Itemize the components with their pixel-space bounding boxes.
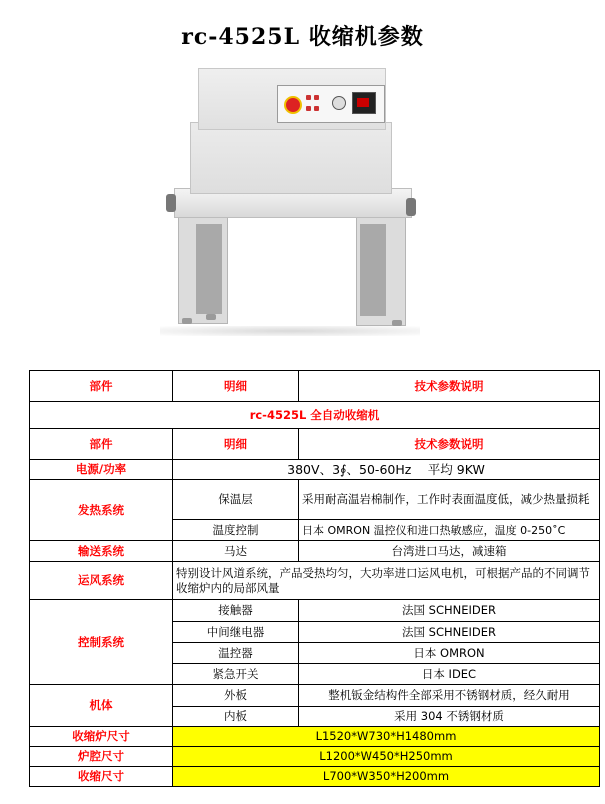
heating-detail-2: 温度控制 bbox=[173, 520, 299, 541]
air-row bbox=[30, 562, 600, 600]
heating-part: 发热系统 bbox=[30, 480, 173, 541]
control-row-1 bbox=[30, 600, 600, 622]
body-part: 机体 bbox=[30, 685, 173, 727]
dimension-part-1: 收缩炉尺寸 bbox=[30, 727, 173, 747]
body-detail-2: 内板 bbox=[173, 707, 299, 727]
header2-part: 部件 bbox=[30, 429, 173, 460]
power-spec: 380V、3∮、50-60Hz 平均 9KW bbox=[173, 460, 600, 480]
dimension-spec-1: L1520*W730*H1480mm bbox=[173, 727, 600, 747]
model-title: rc-4525L 全自动收缩机 bbox=[30, 402, 600, 429]
temperature-display bbox=[352, 92, 376, 114]
conveyor-row bbox=[30, 541, 600, 562]
heating-spec-1: 采用耐高温岩棉制作，工作时表面温度低，减少热量损耗 bbox=[299, 480, 600, 520]
conveyor-part: 输送系统 bbox=[30, 541, 173, 562]
conveyor-detail: 马达 bbox=[173, 541, 299, 562]
dimension-spec-3: L700*W350*H200mm bbox=[173, 767, 600, 787]
body-spec-1: 整机钣金结构件全部采用不锈钢材质，经久耐用 bbox=[299, 685, 600, 707]
dial-icon bbox=[332, 96, 346, 110]
control-detail-1: 接触器 bbox=[173, 600, 299, 622]
heating-detail-1: 保温层 bbox=[173, 480, 299, 520]
control-spec-3: 日本 OMRON bbox=[299, 643, 600, 664]
shrink-machine-image bbox=[160, 64, 420, 334]
body-row-1 bbox=[30, 685, 600, 707]
dimension-part-2: 炉腔尺寸 bbox=[30, 747, 173, 767]
table-header-row-2 bbox=[30, 429, 600, 460]
dimension-row-2 bbox=[30, 747, 600, 767]
dimension-row-3 bbox=[30, 767, 600, 787]
model-row bbox=[30, 402, 600, 429]
header-part: 部件 bbox=[30, 371, 173, 402]
header2-spec: 技术参数说明 bbox=[299, 429, 600, 460]
control-spec-1: 法国 SCHNEIDER bbox=[299, 600, 600, 622]
conveyor-spec: 台湾进口马达，减速箱 bbox=[299, 541, 600, 562]
power-row bbox=[30, 460, 600, 480]
emergency-stop-icon bbox=[284, 96, 302, 114]
control-spec-2: 法国 SCHNEIDER bbox=[299, 622, 600, 643]
spec-table bbox=[29, 370, 600, 787]
body-spec-2: 采用 304 不锈钢材质 bbox=[299, 707, 600, 727]
dimension-row-1 bbox=[30, 727, 600, 747]
control-detail-2: 中间继电器 bbox=[173, 622, 299, 643]
header-spec: 技术参数说明 bbox=[299, 371, 600, 402]
dimension-spec-2: L1200*W450*H250mm bbox=[173, 747, 600, 767]
control-spec-4: 日本 IDEC bbox=[299, 664, 600, 685]
table-header-row bbox=[30, 371, 600, 402]
heating-spec-2: 日本 OMRON 温控仪和进口热敏感应，温度 0-250˚C bbox=[299, 520, 600, 541]
air-part: 运风系统 bbox=[30, 562, 173, 600]
page-title: rc-4525L 收缩机参数 bbox=[181, 24, 424, 50]
body-detail-1: 外板 bbox=[173, 685, 299, 707]
control-part: 控制系统 bbox=[30, 600, 173, 685]
header2-detail: 明细 bbox=[173, 429, 299, 460]
dimension-part-3: 收缩尺寸 bbox=[30, 767, 173, 787]
control-detail-4: 紧急开关 bbox=[173, 664, 299, 685]
control-detail-3: 温控器 bbox=[173, 643, 299, 664]
heating-row-1 bbox=[30, 480, 600, 520]
air-spec: 特别设计风道系统，产品受热均匀，大功率进口运风电机，可根据产品的不同调节收缩炉内的局部风量 bbox=[173, 562, 600, 600]
power-part: 电源/功率 bbox=[30, 460, 173, 480]
control-panel bbox=[277, 85, 385, 123]
header-detail: 明细 bbox=[173, 371, 299, 402]
